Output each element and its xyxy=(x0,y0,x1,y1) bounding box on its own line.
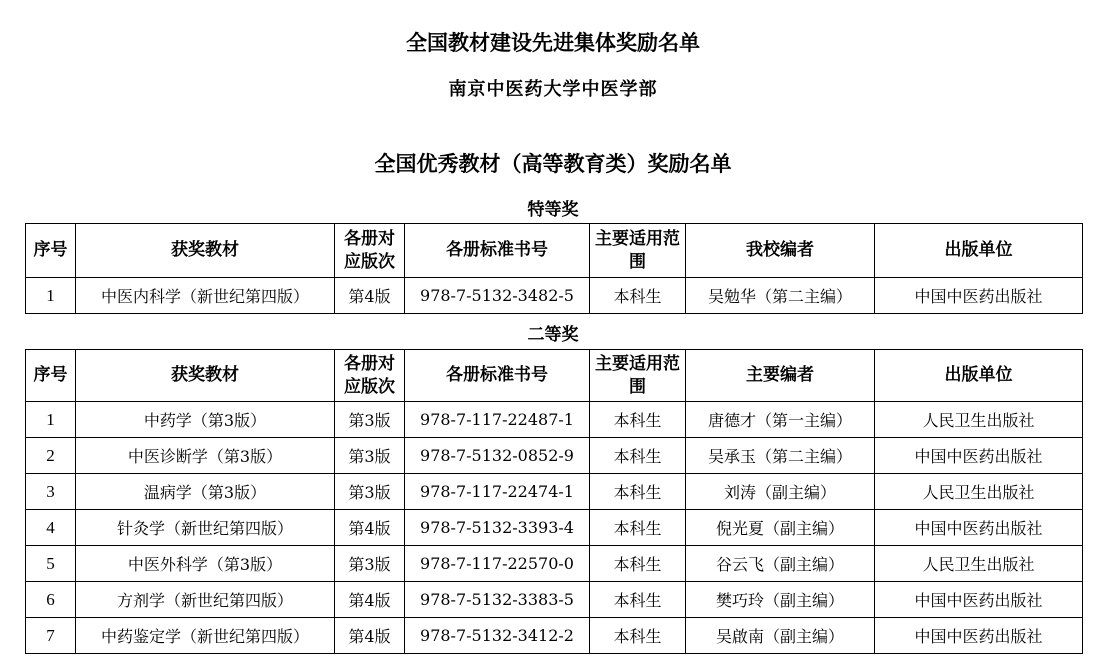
cell-edition: 第3版 xyxy=(335,546,405,582)
cell-no: 1 xyxy=(26,402,76,438)
header-edition: 各册对应版次 xyxy=(335,224,405,278)
cell-no: 3 xyxy=(26,474,76,510)
cell-editor: 吴承玉（第二主编） xyxy=(686,438,875,474)
cell-isbn: 978-7-5132-0852-9 xyxy=(405,438,590,474)
cell-edition: 第4版 xyxy=(335,582,405,618)
cell-publisher: 中国中医药出版社 xyxy=(875,618,1083,654)
cell-no: 6 xyxy=(26,582,76,618)
cell-edition: 第4版 xyxy=(335,618,405,654)
table-row xyxy=(26,438,1083,474)
header-edition: 各册对应版次 xyxy=(335,350,405,402)
cell-isbn: 978-7-5132-3383-5 xyxy=(405,582,590,618)
cell-scope: 本科生 xyxy=(590,474,686,510)
cell-publisher: 中国中医药出版社 xyxy=(875,510,1083,546)
header-textbook: 获奖教材 xyxy=(76,224,335,278)
cell-editor: 吴啟南（副主编） xyxy=(686,618,875,654)
header-no: 序号 xyxy=(26,350,76,402)
table-row xyxy=(26,278,1083,314)
header-scope: 主要适用范围 xyxy=(590,350,686,402)
cell-textbook: 中药学（第3版） xyxy=(76,402,335,438)
cell-scope: 本科生 xyxy=(590,546,686,582)
cell-publisher: 人民卫生出版社 xyxy=(875,402,1083,438)
cell-no: 1 xyxy=(26,278,76,314)
cell-textbook: 方剂学（新世纪第四版） xyxy=(76,582,335,618)
cell-textbook: 中医内科学（新世纪第四版） xyxy=(76,278,335,314)
table-row xyxy=(26,618,1083,654)
cell-scope: 本科生 xyxy=(590,582,686,618)
cell-textbook: 中医诊断学（第3版） xyxy=(76,438,335,474)
cell-editor: 樊巧玲（副主编） xyxy=(686,582,875,618)
cell-no: 5 xyxy=(26,546,76,582)
page-subtitle: 南京中医药大学中医学部 xyxy=(448,79,658,100)
cell-textbook: 温病学（第3版） xyxy=(76,474,335,510)
cell-isbn: 978-7-117-22570-0 xyxy=(405,546,590,582)
cell-isbn: 978-7-5132-3482-5 xyxy=(405,278,590,314)
cell-edition: 第3版 xyxy=(335,402,405,438)
header-publisher: 出版单位 xyxy=(875,350,1083,402)
page-title: 全国教材建设先进集体奖励名单 xyxy=(406,30,700,55)
table-header-row xyxy=(26,224,1083,278)
cell-publisher: 人民卫生出版社 xyxy=(875,546,1083,582)
cell-isbn: 978-7-117-22474-1 xyxy=(405,474,590,510)
cell-edition: 第3版 xyxy=(335,438,405,474)
special-prize-table xyxy=(25,223,1083,314)
cell-publisher: 中国中医药出版社 xyxy=(875,582,1083,618)
table-row xyxy=(26,546,1083,582)
cell-editor: 吴勉华（第二主编） xyxy=(686,278,875,314)
header-no: 序号 xyxy=(26,224,76,278)
cell-textbook: 中医外科学（第3版） xyxy=(76,546,335,582)
cell-textbook: 针灸学（新世纪第四版） xyxy=(76,510,335,546)
cell-no: 4 xyxy=(26,510,76,546)
cell-edition: 第4版 xyxy=(335,278,405,314)
cell-publisher: 中国中医药出版社 xyxy=(875,278,1083,314)
cell-no: 2 xyxy=(26,438,76,474)
cell-no: 7 xyxy=(26,618,76,654)
cell-scope: 本科生 xyxy=(590,618,686,654)
cell-isbn: 978-7-117-22487-1 xyxy=(405,402,590,438)
second-prize-table xyxy=(25,349,1083,654)
table-header-row xyxy=(26,350,1083,402)
cell-publisher: 中国中医药出版社 xyxy=(875,438,1083,474)
cell-publisher: 人民卫生出版社 xyxy=(875,474,1083,510)
table-row xyxy=(26,402,1083,438)
table-row xyxy=(26,474,1083,510)
cell-scope: 本科生 xyxy=(590,510,686,546)
special-prize-caption: 特等奖 xyxy=(527,200,579,220)
cell-scope: 本科生 xyxy=(590,402,686,438)
cell-editor: 谷云飞（副主编） xyxy=(686,546,875,582)
table-row xyxy=(26,582,1083,618)
header-scope: 主要适用范围 xyxy=(590,224,686,278)
cell-editor: 刘涛（副主编） xyxy=(686,474,875,510)
second-prize-caption: 二等奖 xyxy=(527,325,579,345)
cell-edition: 第3版 xyxy=(335,474,405,510)
header-editor: 我校编者 xyxy=(686,224,875,278)
cell-isbn: 978-7-5132-3412-2 xyxy=(405,618,590,654)
header-isbn: 各册标准书号 xyxy=(405,350,590,402)
cell-isbn: 978-7-5132-3393-4 xyxy=(405,510,590,546)
table-row xyxy=(26,510,1083,546)
cell-scope: 本科生 xyxy=(590,438,686,474)
header-textbook: 获奖教材 xyxy=(76,350,335,402)
cell-edition: 第4版 xyxy=(335,510,405,546)
cell-editor: 唐德才（第一主编） xyxy=(686,402,875,438)
header-publisher: 出版单位 xyxy=(875,224,1083,278)
cell-scope: 本科生 xyxy=(590,278,686,314)
header-isbn: 各册标准书号 xyxy=(405,224,590,278)
header-editor: 主要编者 xyxy=(686,350,875,402)
section-title: 全国优秀教材（高等教育类）奖励名单 xyxy=(374,151,732,176)
cell-textbook: 中药鉴定学（新世纪第四版） xyxy=(76,618,335,654)
cell-editor: 倪光夏（副主编） xyxy=(686,510,875,546)
